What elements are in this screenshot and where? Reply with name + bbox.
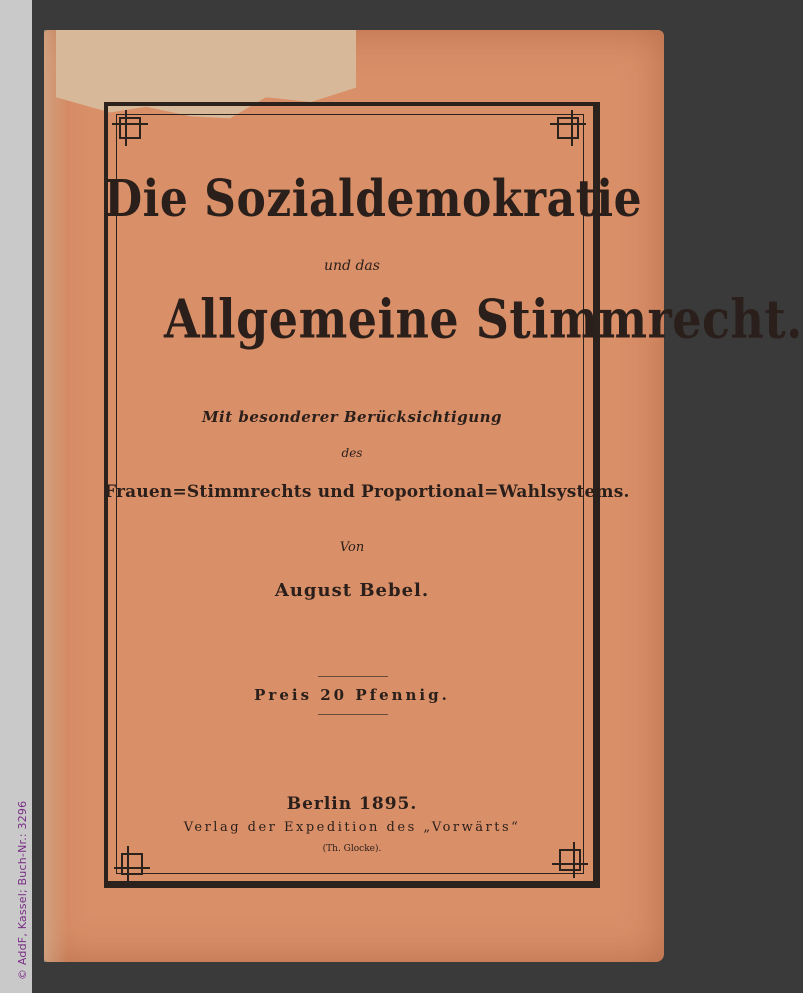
title-line-2: Allgemeine Stimmrecht. xyxy=(164,287,803,351)
author-name: August Bebel. xyxy=(274,580,430,601)
title-connector: und das xyxy=(324,258,380,274)
subtitle-line-1: Mit besonderer Berücksichtigung xyxy=(201,408,503,426)
copyright-credit: © AddF, Kassel; Buch-Nr.: 3296 xyxy=(16,800,29,980)
publisher-line: Verlag der Expedition des „Vorwärts“ xyxy=(183,820,521,835)
title-line-1: Die Sozialdemokratie xyxy=(104,170,643,229)
subtitle-line-2: Frauen=Stimmrechts und Proportional=Wahlsystems. xyxy=(104,482,630,502)
corner-ornament-top-left xyxy=(112,110,148,146)
subtitle-connector: des xyxy=(341,446,363,460)
price-rule-bottom xyxy=(318,714,388,715)
place-year: Berlin 1895. xyxy=(286,794,418,814)
spine-wear xyxy=(44,30,68,962)
price-rule-top xyxy=(318,676,388,677)
corner-ornament-top-right xyxy=(550,110,586,146)
price-label: Preis 20 Pfennig. xyxy=(254,686,450,704)
printer-line: (Th. Glocke). xyxy=(322,844,382,854)
author-prefix: Von xyxy=(339,540,365,555)
